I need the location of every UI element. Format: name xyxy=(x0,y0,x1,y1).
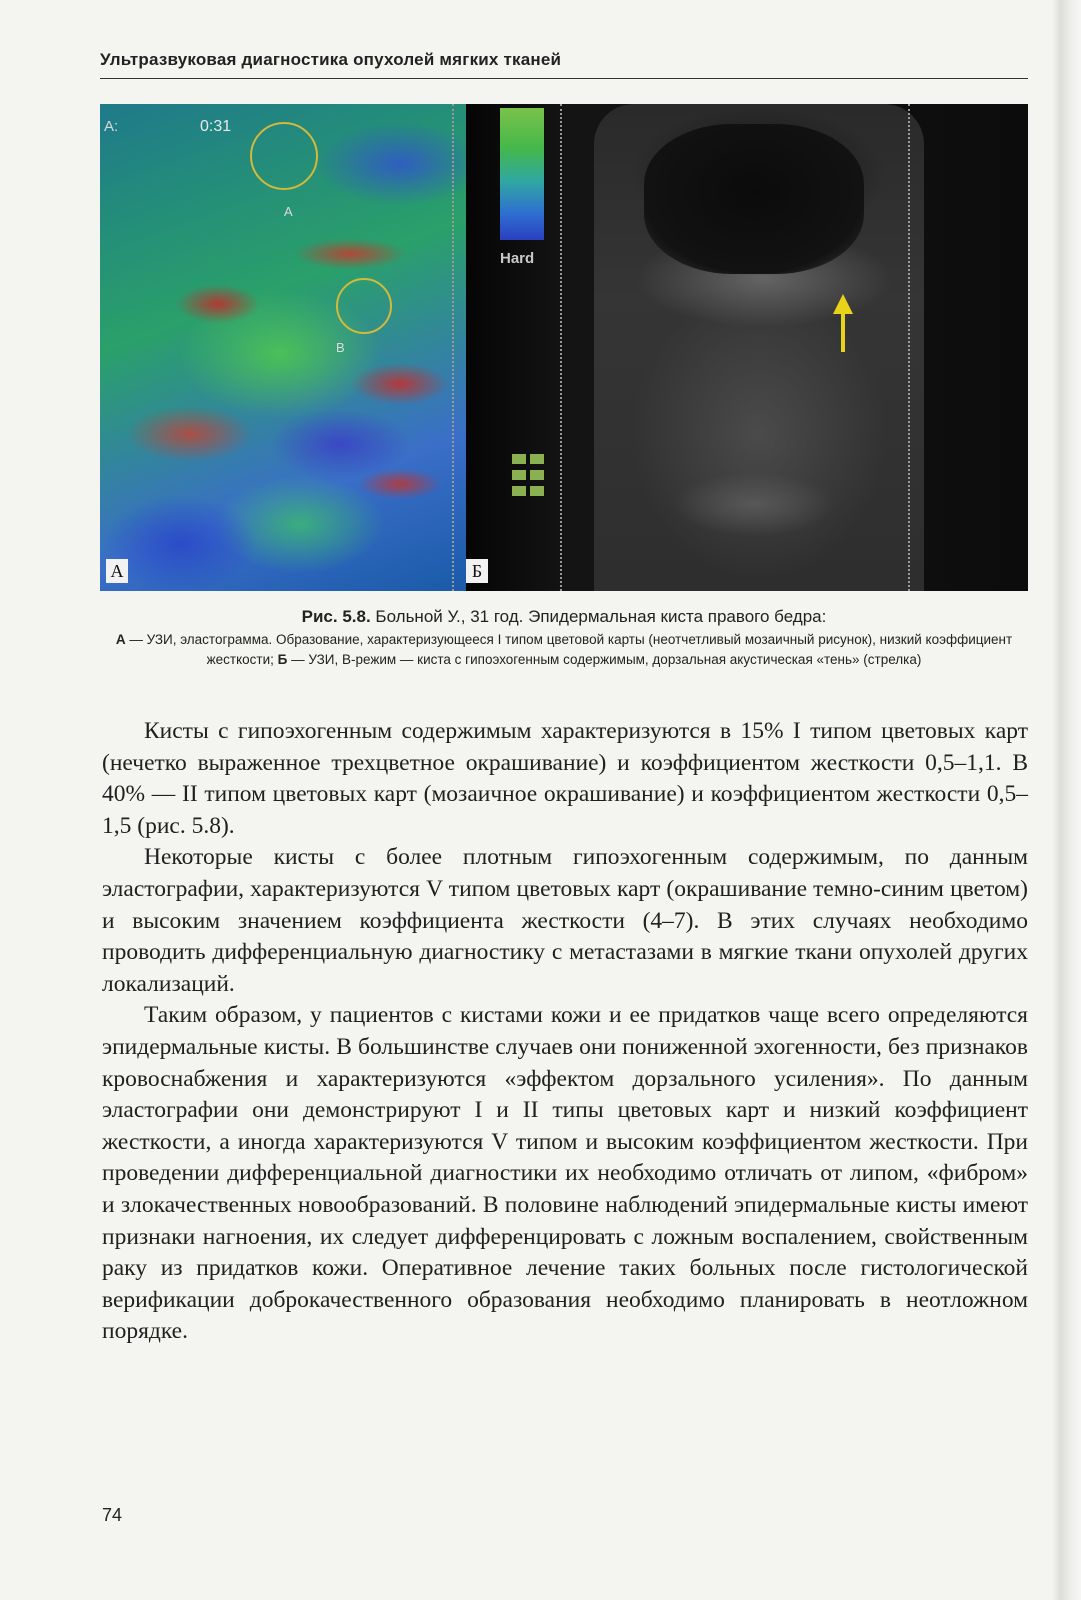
caption-title-text: Больной У., 31 год. Эпидермальная киста правого бедра: xyxy=(370,607,827,626)
cyst-region xyxy=(644,124,864,274)
roi-circle-a xyxy=(250,122,318,190)
probe-grid-icon xyxy=(512,454,546,498)
arrow-up-icon xyxy=(833,294,853,314)
figure-caption xyxy=(100,606,1028,670)
paragraph: Таким образом, у пациентов с кистами кожи и ее придатков чаще всего определяются эпидермальные кисты. В большинстве случаев они пониженной эхогенности, без признаков кровоснабжения и характеризуются «эффектом дорзального усиления». По данным эластографии они демонстрируют I и II типы цветовых карт и низкий коэффициент жесткости, а иногда характеризуются V типом и высоким коэффициентом жесткости. При проведении дифференциальной диагностики их необходимо отличать от липом, «фибром» и злокачественных новообразований. В половине наблюдений эпидермальные кисты имеют признаки нагноения, их следует дифференцировать с ложным воспалением, свойственным раку из придатков кожи. Оперативное лечение таких больных после гистологической верификации доброкачественного образования необходимо планировать в неотложном порядке. xyxy=(102,1002,1028,1345)
page-edge-shadow xyxy=(1052,0,1081,1600)
page-number: 74 xyxy=(102,1505,123,1525)
body-text xyxy=(102,716,1028,1348)
caption-title xyxy=(100,606,1028,628)
panel-tag-b: Б xyxy=(466,559,488,583)
panel-tag-a: А xyxy=(106,559,128,583)
elasticity-color-scale xyxy=(500,108,544,240)
caption-b-marker: Б xyxy=(277,652,288,667)
channel-label: A: xyxy=(104,118,119,135)
arrow-shaft xyxy=(841,312,845,352)
scan-boundary-line xyxy=(908,104,910,591)
roi-label-a: A xyxy=(284,204,293,219)
timer-readout: 0:31 xyxy=(200,118,232,135)
b-mode-panel xyxy=(466,104,1028,591)
running-head: Ультразвуковая диагностика опухолей мягких тканей xyxy=(100,50,562,69)
caption-a-marker: А xyxy=(115,632,126,647)
caption-figure-number: Рис. 5.8. xyxy=(301,607,371,626)
header-rule xyxy=(100,78,1028,79)
paragraph: Некоторые кисты с более плотным гипоэхогенным содержимым, по данным эластографии, характеризуются V типом цветовых карт (окрашивание темно-синим цветом) и высоким значением коэффициента жесткости (4–7). В этих случаях необходимо проводить дифференциальную диагностику с метастазами в мягкие ткани опухолей других локализаций. xyxy=(102,844,1028,997)
paragraph: Кисты с гипоэхогенным содержимым характеризуются в 15% I типом цветовых карт (нечетко выраженное трехцветное окрашивание) и коэффициентом жесткости 0,5–1,1. В 40% — II типом цветовых карт (мозаичное окрашивание) и коэффициентом жесткости 0,5–1,5 (рис. 5.8). xyxy=(102,718,1028,839)
roi-label-b: B xyxy=(336,340,345,355)
elastogram-panel xyxy=(100,104,466,591)
scan-boundary-line xyxy=(452,104,454,591)
caption-body xyxy=(100,630,1028,670)
caption-a-text: — УЗИ, эластограмма. Образование, характеризующееся I типом цветовой карты (неотчетливый мозаичный рисунок), низкий коэффициент жесткости; xyxy=(125,632,1013,667)
figure-5-8 xyxy=(100,104,1028,591)
scale-hard-label: Hard xyxy=(500,250,535,267)
caption-b-text: — УЗИ, В-режим — киста с гипоэхогенным содержимым, дорзальная акустическая «тень» (стрелка) xyxy=(287,652,922,667)
roi-circle-b xyxy=(336,278,392,334)
scan-boundary-line xyxy=(560,104,562,591)
